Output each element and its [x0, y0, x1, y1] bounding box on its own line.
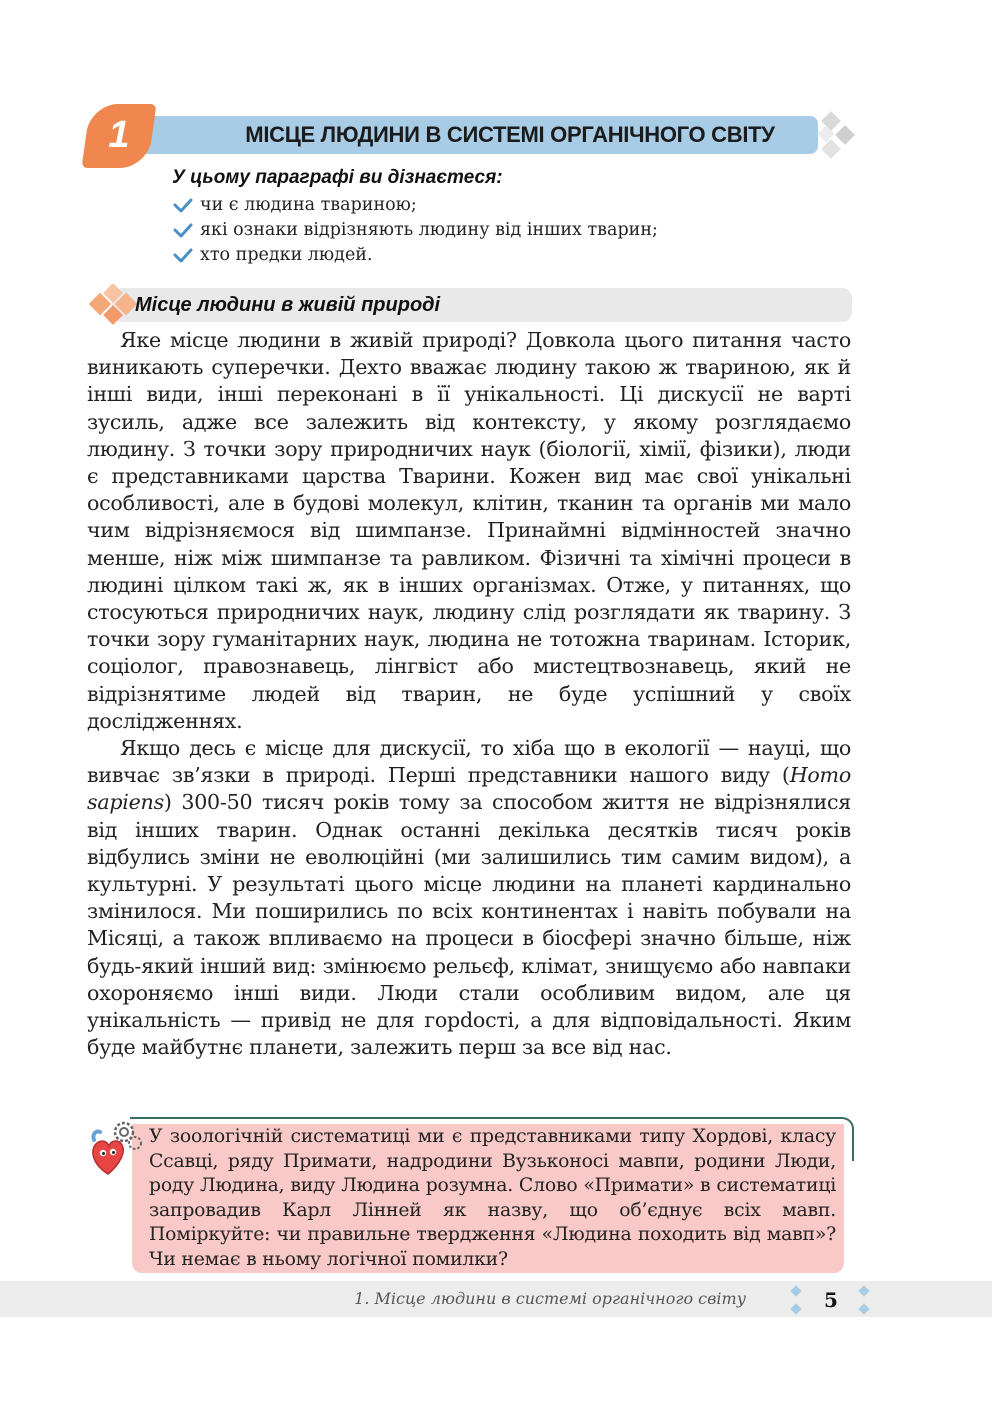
list-item: чи є людина твариною;	[172, 193, 658, 218]
body-text	[87, 327, 851, 1061]
list-item: які ознаки відрізняють людину від інших тварин;	[172, 218, 658, 243]
intro-title: У цьому параграфі ви дізнаєтеся:	[172, 167, 503, 188]
chapter-title-bar	[112, 116, 818, 154]
decorative-diamonds-icon	[818, 110, 862, 168]
section-title: Місце людини в живій природі	[135, 294, 441, 316]
heart-gears-icon	[84, 1118, 146, 1180]
species-name: Homo sapiens	[87, 763, 851, 815]
check-icon	[172, 198, 194, 214]
section-diamonds-icon	[84, 284, 140, 326]
chapter-number: 1	[108, 114, 130, 156]
callout-text: У зоологічній систематиці ми є представниками типу Хордові, класу Ссавці, ряду Примати, надродини Вузьконосі мавпи, родини Люди, роду Людина, виду Людина розумна. Слово «Примати» в систематиці запровадив Карл Лінней як назву, що об’єднує всіх мавп. Поміркуйте: чи правильне твердження «Людина походить від мавп»? Чи немає в ньому логічної помилки?	[149, 1126, 836, 1270]
paragraph: Якщо десь є місце для дискусії, то хіба що в екології — науці, що вивчає зв’язки в природі. Перші представники нашого виду (Homo sapiens) 300-50 тисяч років тому за способом життя не відрізнялися від інших тварин. Однак останні декілька десятків тисяч років відбулись зміни не еволюційні (ми залишились тим самим видом), а культурні. У результаті цього місце людини на планеті кардинально змінилося. Ми поширились по всіх континентах і навіть побували на Місяці, а також впливаємо на процеси в біосфері значно більше, ніж будь-який інший вид: змінюємо рельєф, клімат, знищуємо або навпаки охороняємо інші види. Люди стали особливим видом, але ця унікальність — привід не для горdості, а для відповідальності. Яким буде майбутнє планети, залежить перш за все від нас.	[87, 736, 851, 1060]
list-item: хто предки людей.	[172, 243, 658, 268]
paragraph: Яке місце людини в живій природі? Довкола цього питання часто виникають суперечки. Дехто вважає людину такою ж твариною, як й інші види, інші переконані в її унікальності. Ці дискусії не варті зусиль, адже все залежить від контексту, у якому розглядаємо людину. З точки зору природничих наук (біології, хімії, фізики), люди є представниками царства Тварини. Кожен вид має свої унікальні особливості, але в будові молекул, клітин, тканин та органів ми мало чим відрізняємося від шимпанзе. Принаймні відмінностей значно менше, ніж між шимпанзе та равликом. Фізичні та хімічні процеси в людині цілком такі ж, як в інших організмах. Отже, у питаннях, що стосуються природничих наук, людину слід розглядати як тварину. З точки зору гуманітарних наук, людина не тотожна тваринам. Історик, соціолог, правознавець, лінгвіст або мистецтвознавець, який не відрізнятиме людей від тварин, не буде успішний у своїх дослідженнях.	[87, 328, 851, 733]
page-number: 5	[824, 1288, 838, 1312]
intro-list	[172, 193, 658, 268]
callout-box	[132, 1124, 844, 1273]
chapter-title: МІСЦЕ ЛЮДИНИ В СИСТЕМІ ОРГАНІЧНОГО СВІТУ	[245, 122, 775, 147]
check-icon	[172, 223, 194, 239]
check-icon	[172, 248, 194, 264]
running-title: 1. Місце людини в системі органічного світу	[354, 1289, 746, 1308]
